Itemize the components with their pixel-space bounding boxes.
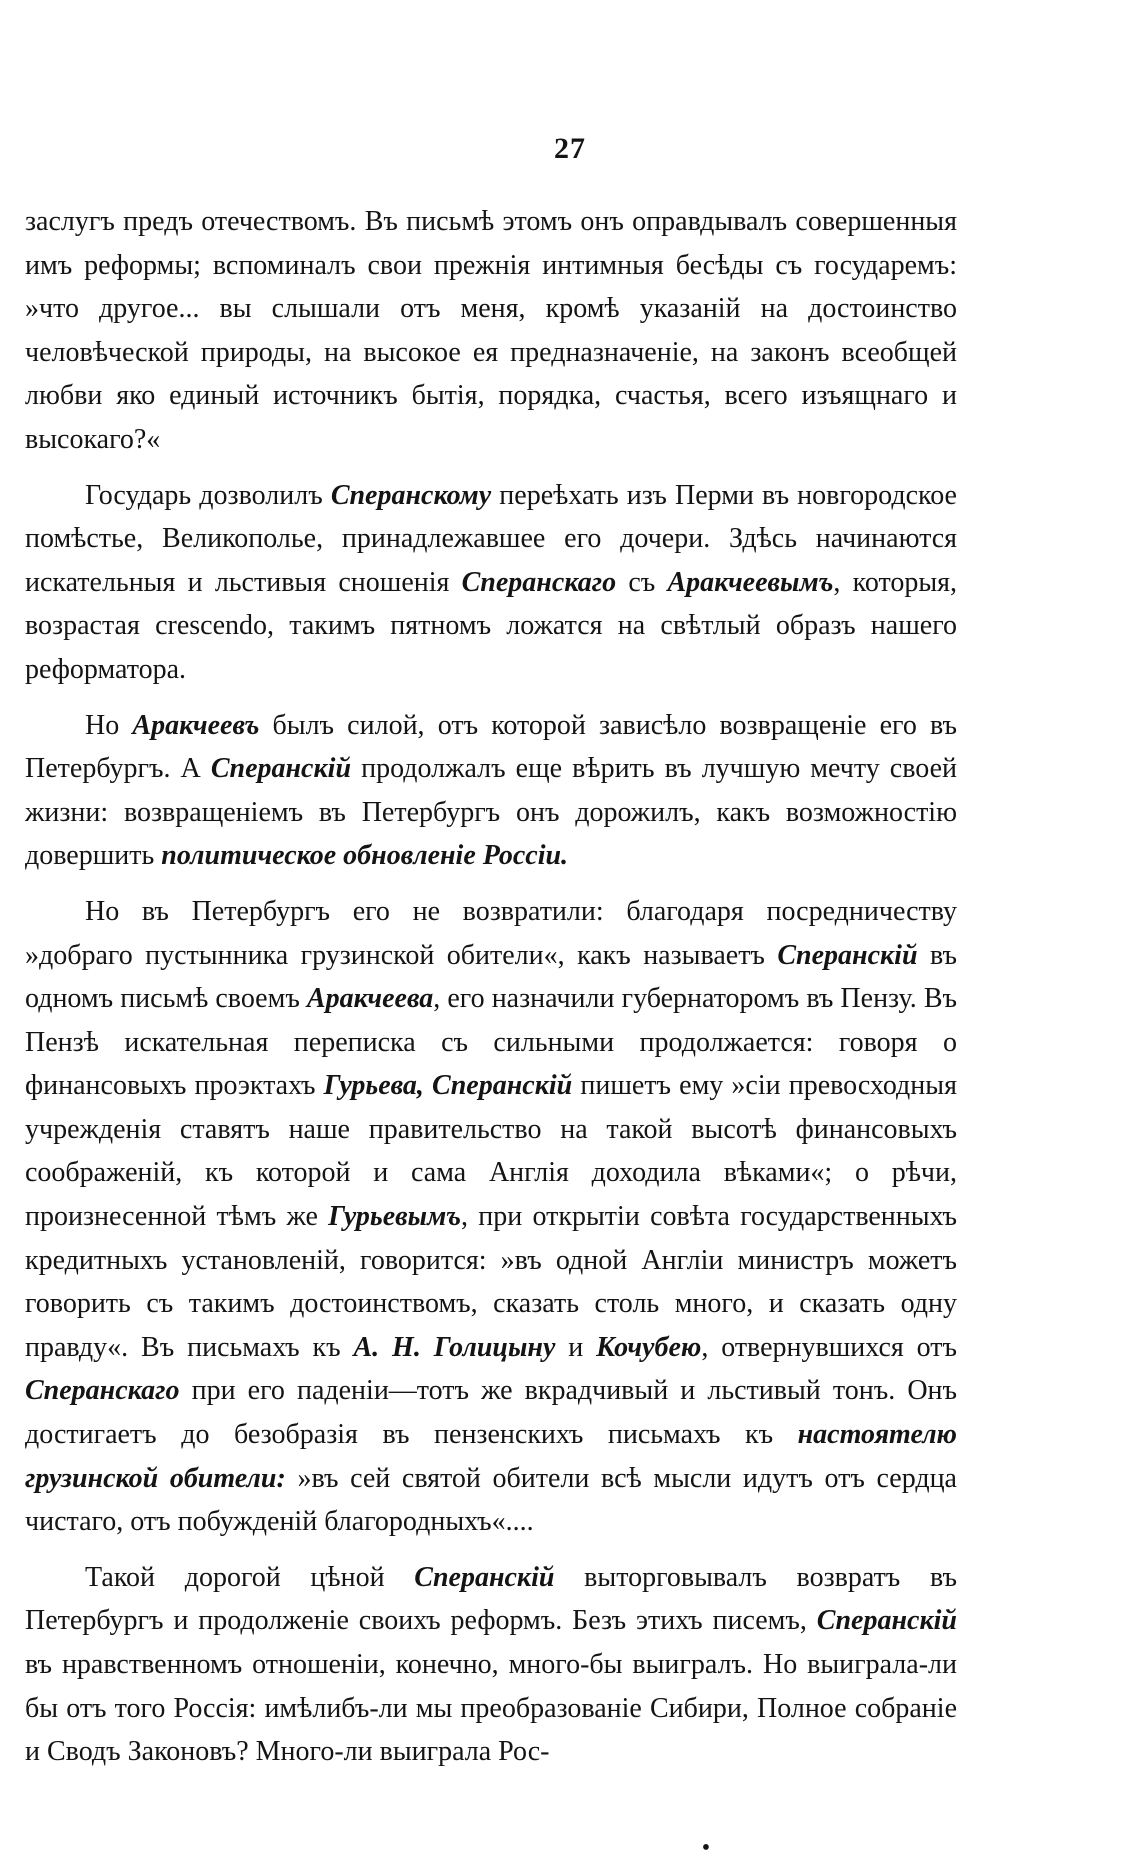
text-run: заслугъ предъ отечествомъ. Въ письмѣ этомъ онъ оправдывалъ совершенныя имъ реформы; вспоминалъ свои прежнія интимныя бесѣды съ государемъ: »что другое... вы слышали отъ меня, кромѣ указаній на достоинство человѣческой природы, на высокое ея предназначеніе, на законъ всеобщей любви яко единый источникъ бытія, порядка, счастья, всего изъящнаго и высокаго?« xyxy=(25,206,957,455)
text-run: съ xyxy=(616,566,668,598)
italic-text: Сперанскому xyxy=(330,479,492,511)
paragraph xyxy=(25,890,957,1544)
italic-text: Сперанскій xyxy=(777,939,918,971)
text-run: , которыя, возрастая crescendo, такимъ пятномъ ложатся на свѣтлый образъ нашего реформатора. xyxy=(25,566,958,685)
text-run: продолжалъ еще вѣрить въ лучшую мечту своей жизни: возвращеніемъ въ Петербургъ онъ дорожилъ, какъ возможностію довершить xyxy=(25,753,957,872)
text-run: Государь дозволилъ xyxy=(85,479,331,511)
text-run: былъ силой, отъ которой зависѣло возвращеніе его въ Петербургъ. А xyxy=(25,709,957,785)
text-run: Но xyxy=(85,709,133,741)
bottom-mark: • xyxy=(701,1835,711,1861)
text-run: выторговывалъ возвратъ въ Петербургъ и продолженіе своихъ реформъ. Безъ этихъ писемъ, xyxy=(25,1561,957,1637)
italic-text: Кочубею xyxy=(596,1331,702,1363)
italic-text: Гурьева, Сперанскій xyxy=(323,1070,573,1102)
paragraph xyxy=(25,474,957,692)
italic-text: Аракчеева xyxy=(306,983,434,1015)
text-run: »въ сей святой обители всѣ мысли идутъ отъ сердца чистаго, отъ побужденій благородныхъ«.... xyxy=(25,1462,957,1538)
italic-text: Сперанскій xyxy=(414,1561,555,1593)
text-run: при его паденіи—тотъ же вкрадчивый и льстивый тонъ. Онъ достигаетъ до безобразія въ пензенскихъ письмахъ къ xyxy=(25,1375,957,1451)
paragraph xyxy=(25,1556,957,1774)
page-number: 27 xyxy=(554,132,586,165)
text-run: переѣхать изъ Перми въ новгородское помѣстье, Великополье, принадлежавшее его дочери. Здѣсь начинаются искательныя и льстивыя сношенія xyxy=(25,479,957,598)
text-run: , его назначили губернаторомъ въ Пензу. Въ Пензѣ искательная переписка съ сильными продолжается: говоря о финансовыхъ проэктахъ xyxy=(25,983,957,1102)
italic-text: политическое обновленіе Россіи. xyxy=(161,840,569,872)
text-run: пишетъ ему »сіи превосходныя учрежденія ставятъ наше правительство на такой высотѣ финансовыхъ соображеній, къ которой и сама Англія доходила вѣками«; о рѣчи, произнесенной тѣмъ же xyxy=(25,1070,957,1233)
text-run: Но въ Петербургъ его не возвратили: благодаря посредничеству »добраго пустынника грузинской обители«, какъ называетъ xyxy=(25,895,957,971)
text-run: и xyxy=(555,1331,597,1363)
italic-text: Сперанскій xyxy=(210,753,352,785)
italic-text: Аракчеевымъ xyxy=(667,566,834,598)
text-run: , при открытіи совѣта государственныхъ кредитныхъ установленій, говорится: »въ одной Англіи министръ можетъ говорить съ такимъ достоинствомъ, сказать столь много, и сказать одну правду«. Въ письмахъ къ xyxy=(25,1201,957,1363)
text-run: въ нравственномъ отношеніи, конечно, много-бы выигралъ. Но выиграла-ли бы отъ того Россія: имѣлибъ-ли мы преобразованіе Сибири, Полное собраніе и Сводъ Законовъ? Много-ли выиграла Рос- xyxy=(25,1649,957,1768)
text-run: , отвернувшихся отъ xyxy=(701,1331,958,1363)
paragraph xyxy=(25,704,957,878)
body-text xyxy=(25,200,957,1774)
italic-text: Сперанскаго xyxy=(25,1375,180,1407)
italic-text: настоятелю грузинской обители: xyxy=(25,1419,957,1494)
italic-text: Сперанскаго xyxy=(461,566,617,598)
italic-text: Гурьевымъ xyxy=(328,1201,462,1233)
text-run: въ одномъ письмѣ своемъ xyxy=(25,939,957,1015)
italic-text: Сперанскій xyxy=(816,1605,957,1637)
italic-text: А. Н. Голицыну xyxy=(353,1331,556,1363)
italic-text: Аракчеевъ xyxy=(132,709,260,741)
paragraph xyxy=(25,200,957,462)
text-run: Такой дорогой цѣной xyxy=(85,1561,415,1593)
